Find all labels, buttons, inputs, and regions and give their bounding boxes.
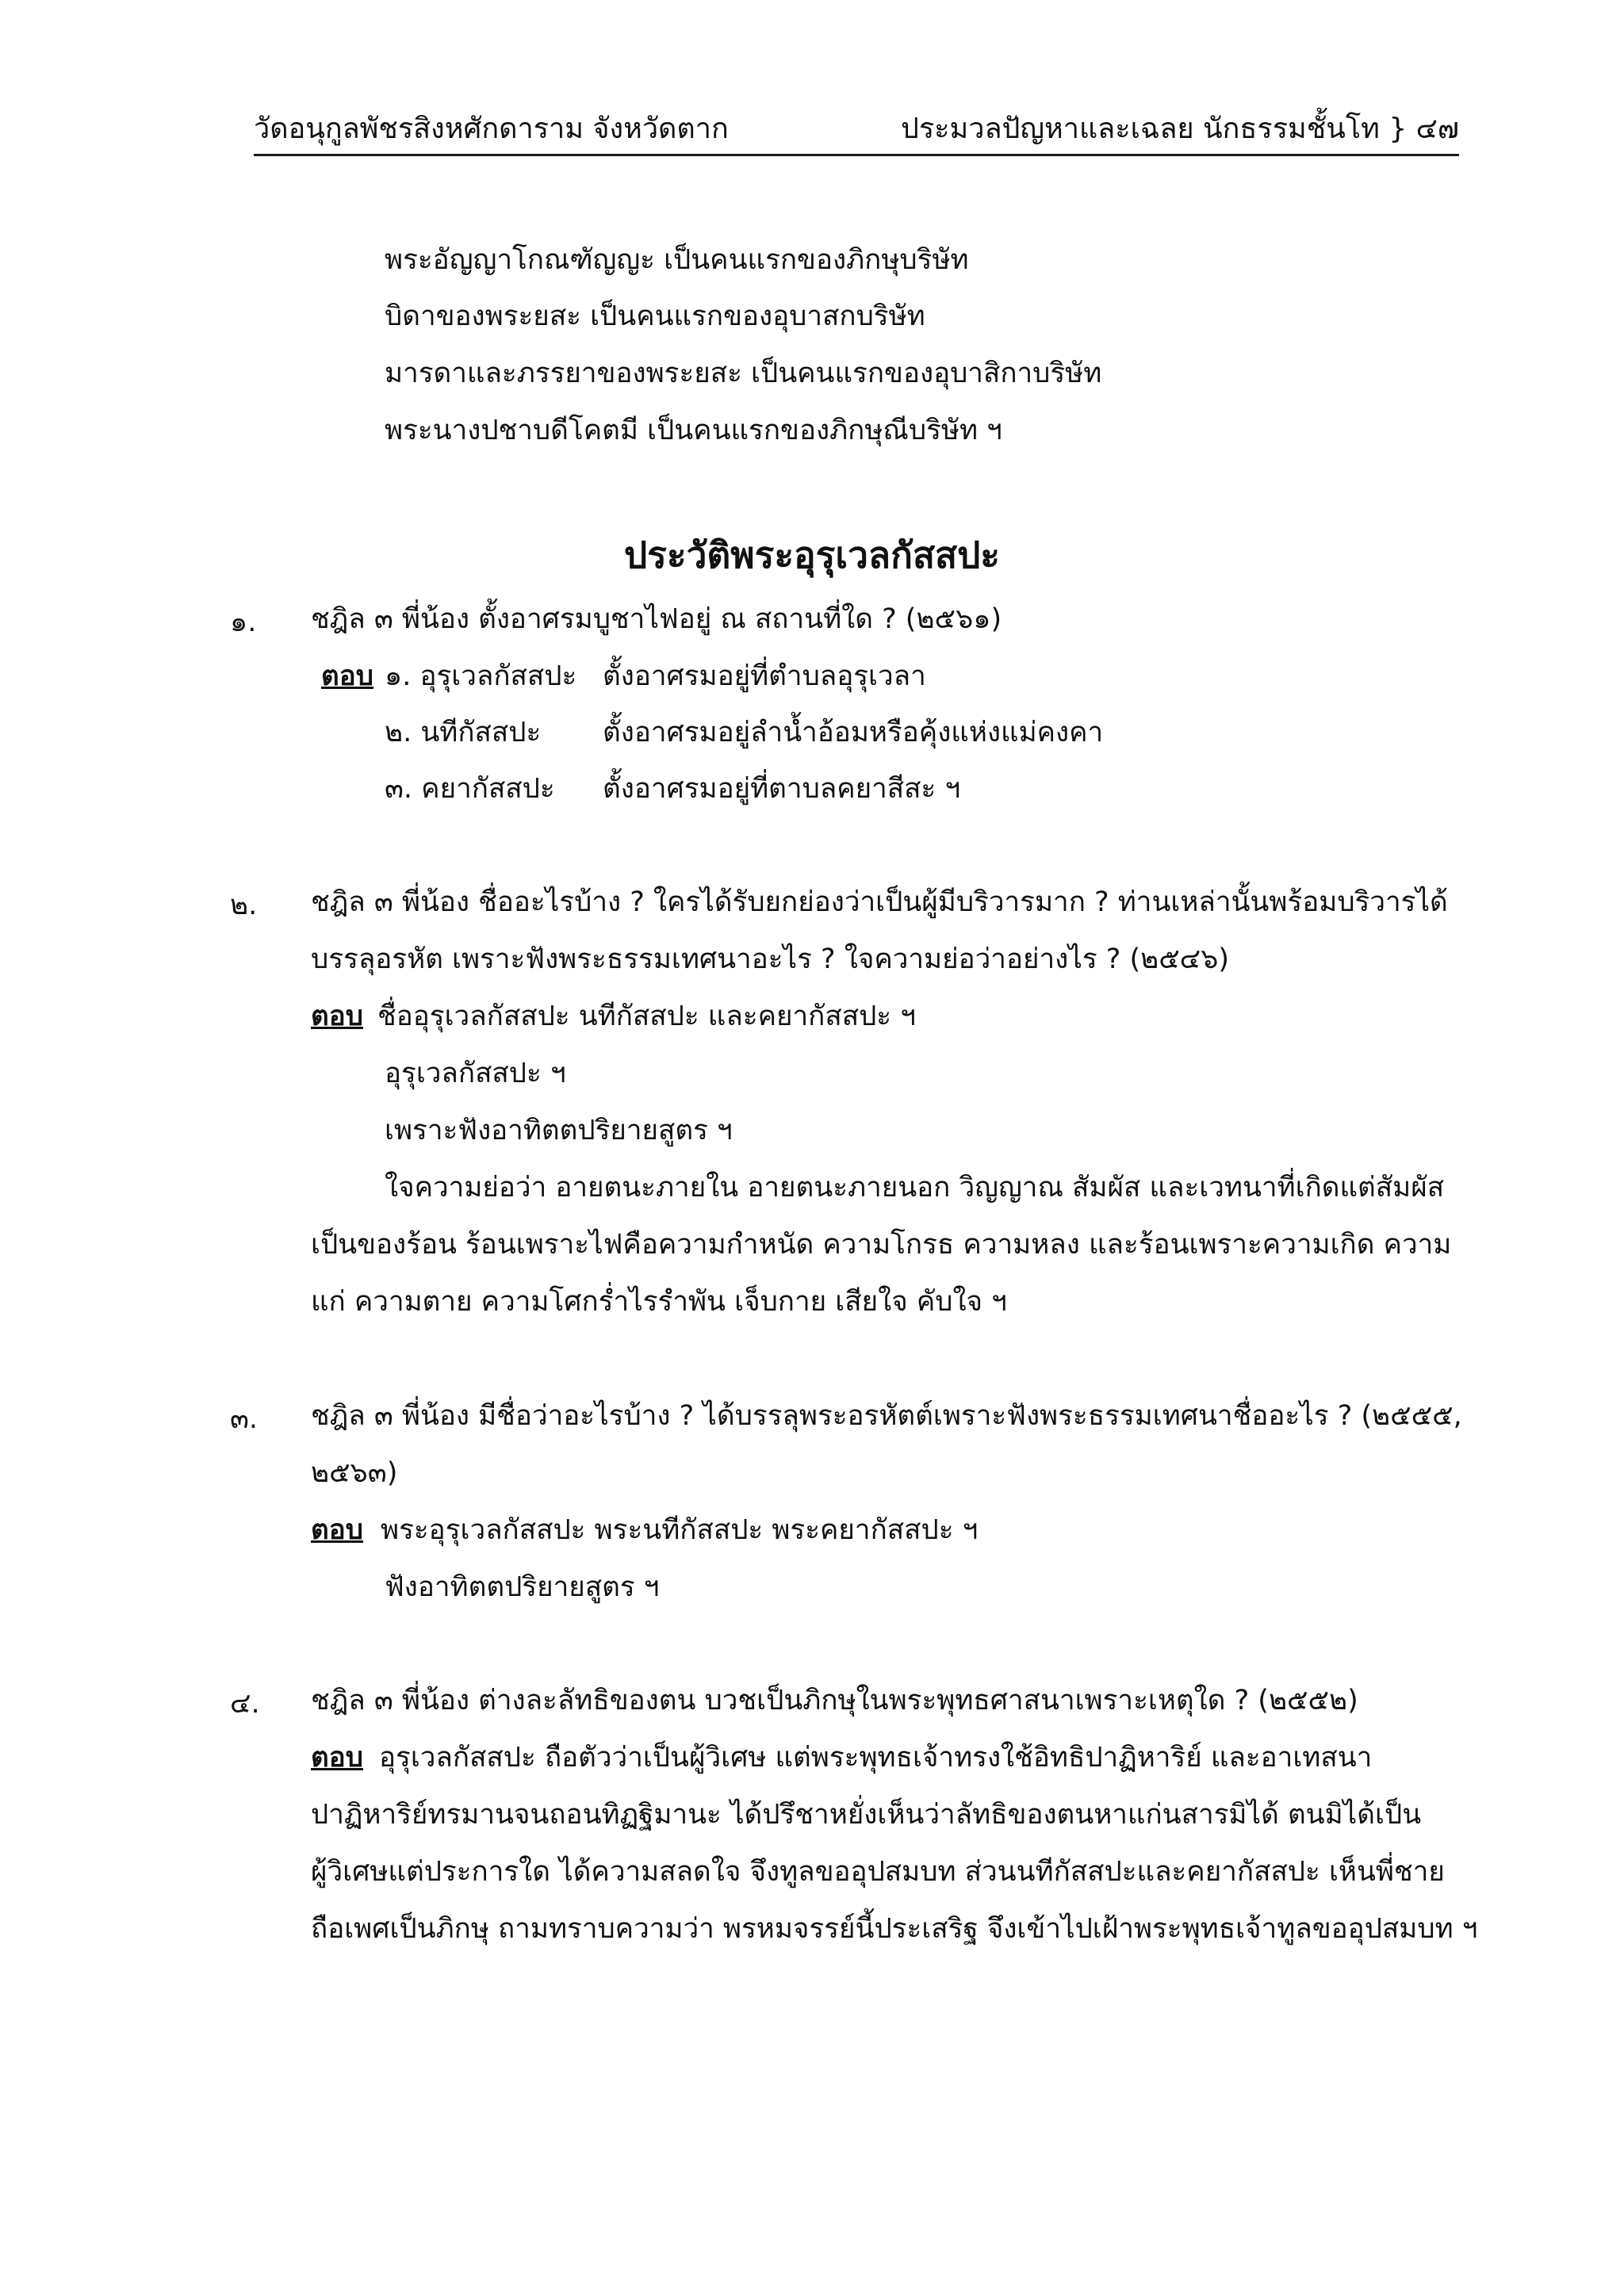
q2-question-line-1: ชฎิล ๓ พี่น้อง ชื่ออะไรบ้าง ? ใครได้รับยกย่องว่าเป็นผู้มีบริวารมาก ? ท่านเหล่านั้นพร้อมบริวารได้ [311, 886, 1448, 918]
q2-answer-line-2: อุรุเวลกัสสปะ ฯ [385, 1058, 566, 1089]
q1-answer-label: ตอบ [321, 660, 373, 692]
q2-number: ๒. [230, 890, 258, 921]
intro-line-4: พระนางปชาบดีโคตมี เป็นคนแรกของภิกษุณีบริษัท ฯ [385, 415, 1002, 446]
q2-answer-line-4: ใจความย่อว่า อายตนะภายใน อายตนะภายนอก วิญญาณ สัมผัส และเวทนาที่เกิดแต่สัมผัส [385, 1172, 1445, 1203]
q2-question-line-2: บรรลุอรหัต เพราะฟังพระธรรมเทศนาอะไร ? ใจความย่อว่าอย่างไร ? (๒๕๔๖) [311, 943, 1230, 975]
q4-answer-label: ตอบ [311, 1742, 363, 1774]
q3-answer-line-2: ฟังอาทิตตปริยายสูตร ฯ [385, 1571, 660, 1603]
section-title: ประวัติพระอุรุเวลกัสสปะ [623, 534, 1001, 576]
q3-answer-line-1: พระอุรุเวลกัสสปะ พระนทีกัสสปะ พระคยากัสสปะ ฯ [381, 1514, 979, 1546]
q3-question-line-2: ๒๕๖๓) [311, 1457, 398, 1489]
intro-line-2: บิดาของพระยสะ เป็นคนแรกของอุบาสกบริษัท [385, 300, 925, 332]
q2-answer-label: ตอบ [311, 1001, 363, 1032]
q1-answer-3-name: ๓. คยากัสสปะ [385, 773, 555, 805]
q1-answer-2-name: ๒. นทีกัสสปะ [385, 717, 542, 748]
q4-answer-line-1: อุรุเวลกัสสปะ ถือตัวว่าเป็นผู้วิเศษ แต่พระพุทธเจ้าทรงใช้อิทธิปาฏิหาริย์ และอาเทสนา [379, 1742, 1373, 1774]
q4-answer-line-2: ปาฏิหาริย์ทรมานจนถอนทิฏฐิมานะ ได้ปรึชาหยั่งเห็นว่าลัทธิของตนหาแก่นสารมิได้ ตนมิได้เป็น [311, 1799, 1422, 1831]
q2-answer-line-6: แก่ ความตาย ความโศกร่ำไรรำพัน เจ็บกาย เสียใจ คับใจ ฯ [311, 1286, 1007, 1318]
q2-answer-line-3: เพราะฟังอาทิตตปริยายสูตร ฯ [385, 1115, 733, 1146]
q3-number: ๓. [230, 1403, 259, 1435]
q2-answer-line-5: เป็นของร้อน ร้อนเพราะไฟคือความกำหนัด ความโกรธ ความหลง และร้อนเพราะความเกิด ความ [311, 1229, 1452, 1261]
page-header [254, 109, 1459, 156]
q3-question-line-1: ชฎิล ๓ พี่น้อง มีชื่อว่าอะไรบ้าง ? ได้บรรลุพระอรหัตต์เพราะฟังพระธรรมเทศนาชื่ออะไร ? (๒๕๕๕, [311, 1400, 1462, 1432]
q4-answer-line-4: ถือเพศเป็นภิกษุ ถามทราบความว่า พรหมจรรย์นี้ประเสริฐ จึงเข้าไปเฝ้าพระพุทธเจ้าทูลขออุปสมบท ฯ [311, 1913, 1478, 1945]
q1-answer-1-detail: ตั้งอาศรมอยู่ที่ตำบลอุรุเวลา [603, 660, 926, 692]
q1-number: ๑. [230, 607, 257, 638]
q1-answer-1-name: ๑. อุรุเวลกัสสปะ [385, 660, 577, 692]
q1-question: ชฎิล ๓ พี่น้อง ตั้งอาศรมบูชาไฟอยู่ ณ สถานที่ใด ? (๒๕๖๑) [311, 603, 1002, 635]
q4-number: ๔. [230, 1688, 260, 1720]
q3-answer-label: ตอบ [311, 1514, 363, 1546]
q2-answer-line-1: ชื่ออุรุเวลกัสสปะ นทีกัสสปะ และคยากัสสปะ ฯ [377, 1001, 916, 1032]
q1-answer-3-detail: ตั้งอาศรมอยู่ที่ตาบลคยาสีสะ ฯ [603, 773, 961, 805]
header-temple-name: วัดอนุกูลพัชรสิงหศักดาราม จังหวัดตาก [254, 113, 729, 145]
q1-answer-2-detail: ตั้งอาศรมอยู่ลำน้ำอ้อมหรือคุ้งแห่งแม่คงคา [603, 717, 1104, 748]
q4-answer-line-3: ผู้วิเศษแต่ประการใด ได้ความสลดใจ จึงทูลขออุปสมบท ส่วนนทีกัสสปะและคยากัสสปะ เห็นพี่ชาย [311, 1856, 1445, 1888]
q4-question: ชฎิล ๓ พี่น้อง ต่างละลัทธิของตน บวชเป็นภิกษุในพระพุทธศาสนาเพราะเหตุใด ? (๒๕๕๒) [311, 1685, 1358, 1716]
intro-line-3: มารดาและภรรยาของพระยสะ เป็นคนแรกของอุบาสิกาบริษัท [385, 358, 1102, 389]
intro-line-1: พระอัญญาโกณฑัญญะ เป็นคนแรกของภิกษุบริษัท [385, 244, 969, 276]
header-book-title: ประมวลปัญหาและเฉลย นักธรรมชั้นโท } ๔๗ [900, 113, 1459, 145]
